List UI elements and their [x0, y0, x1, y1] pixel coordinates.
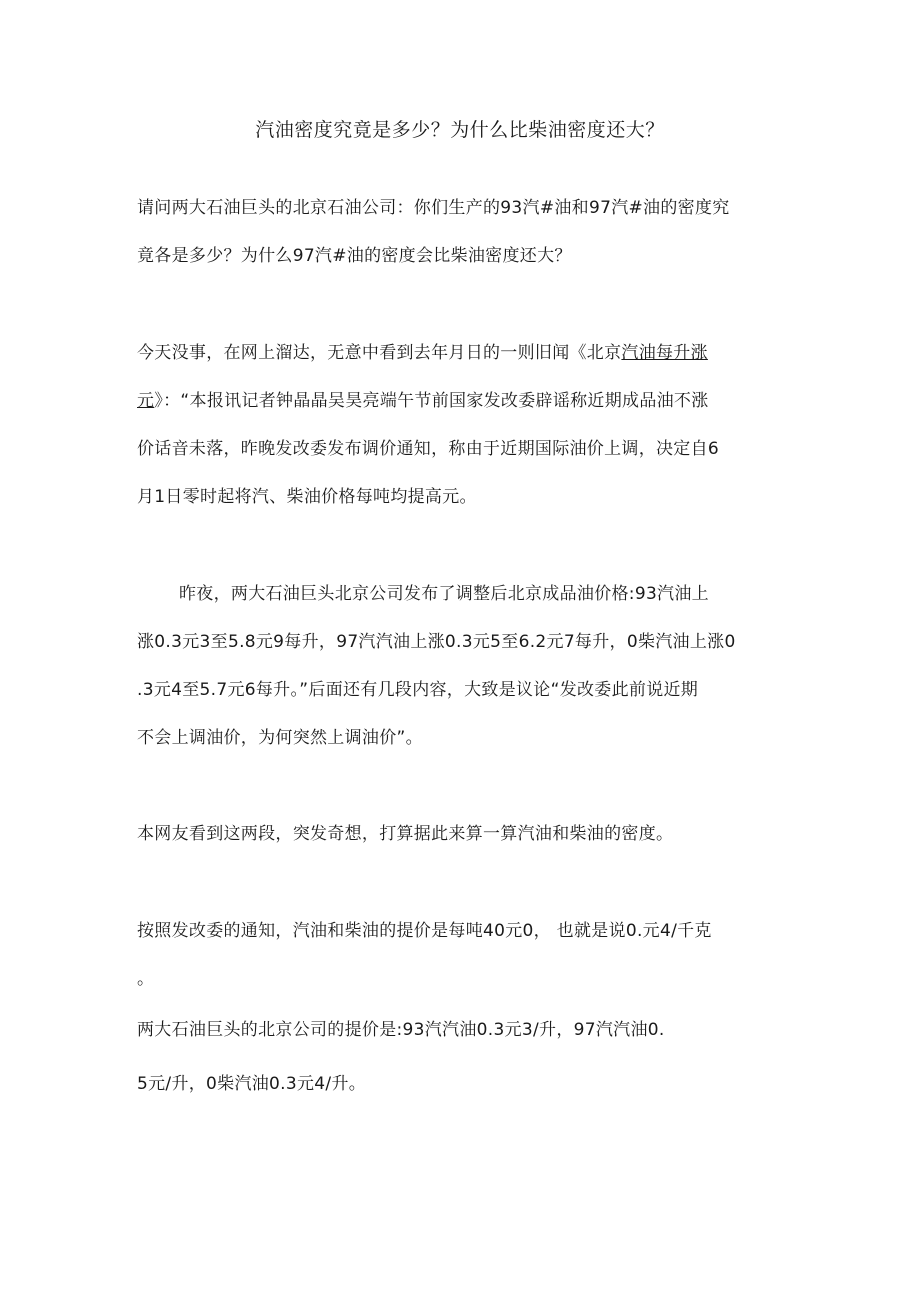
paragraph-line: 本网友看到这两段，突发奇想，打算据此来算一算汽油和柴油的密度。	[137, 824, 674, 844]
paragraph-line: 请问两大石油巨头的北京石油公司：你们生产的93汽#油和97汽#油的密度究	[137, 198, 730, 218]
paragraph-line	[137, 338, 708, 363]
paragraph-line: 不会上调油价，为何突然上调油价”。	[137, 728, 423, 748]
paragraph-line: 两大石油巨头的北京公司的提价是:93汽汽油0.3元3/升，97汽汽油0.	[137, 1020, 665, 1040]
page-title: 汽油密度究竟是多少？为什么比柴油密度还大？	[255, 119, 665, 141]
paragraph-line: 价话音未落，昨晚发改委发布调价通知，称由于近期国际油价上调，决定自6	[137, 439, 720, 459]
paragraph-line: 昨夜，两大石油巨头北京公司发布了调整后北京成品油价格:93汽油上	[179, 584, 709, 604]
paragraph-line: 5元/升，0柴汽油0.3元4/升。	[137, 1074, 367, 1094]
line-text: 》：“本报讯记者钟晶晶吴昊亮端午节前国家发改委辟谣称近期成品油不涨	[154, 391, 709, 411]
paragraph-line: 。	[137, 969, 155, 989]
paragraph-line: 涨0.3元3至5.8元9每升，97汽汽油上涨0.3元5至6.2元7每升，0柴汽油上涨0	[137, 632, 736, 652]
paragraph-line: 竟各是多少？为什么97汽#油的密度会比柴油密度还大？	[137, 246, 572, 266]
news-link[interactable]: 汽油每升涨	[621, 343, 708, 363]
paragraph-line: .3元4至5.7元6每升。”后面还有几段内容，大致是议论“发改委此前说近期	[137, 680, 699, 700]
line-text: 今天没事，在网上溜达，无意中看到去年月日的一则旧闻《北京	[137, 343, 622, 363]
news-link-continued[interactable]: 元	[137, 391, 155, 411]
paragraph-line	[137, 386, 709, 411]
paragraph-line: 按照发改委的通知，汽油和柴油的提价是每吨40元0， 也就是说0.元4/千克	[137, 921, 712, 941]
paragraph-line: 月1日零时起将汽、柴油价格每吨均提高元。	[137, 487, 477, 507]
